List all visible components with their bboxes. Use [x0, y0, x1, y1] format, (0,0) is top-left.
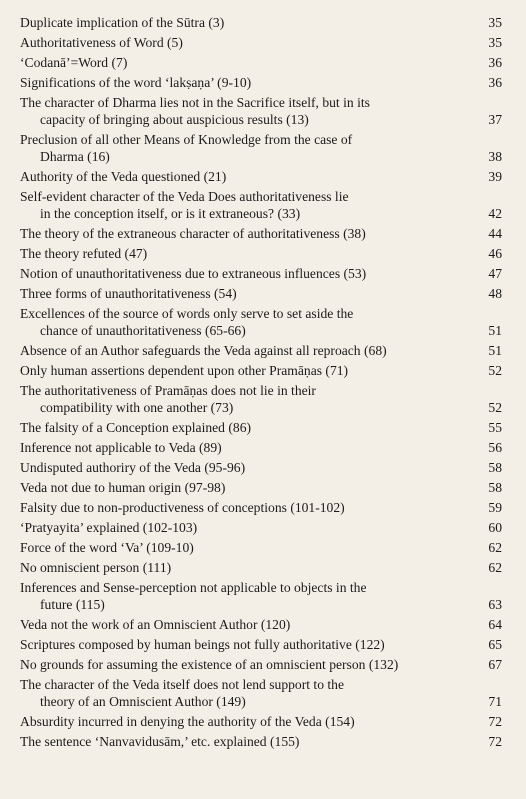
- toc-entry-title: [20, 656, 482, 673]
- toc-entry-text: Authoritativeness of Word (5): [20, 35, 183, 50]
- toc-entry-text: Excellences of the source of words only serve to set aside the: [20, 306, 354, 321]
- toc-entry-page-number: 56: [488, 440, 502, 455]
- toc-entry-title: [20, 245, 482, 262]
- toc-entry-title: [20, 616, 482, 633]
- toc-entry-title: [20, 499, 482, 516]
- toc-entry-title: [20, 265, 482, 282]
- toc-entry-text: Duplicate implication of the Sūtra (3): [20, 15, 225, 30]
- toc-entry-title: [20, 94, 482, 128]
- toc-entry-text: The character of Dharma lies not in the Sacrifice itself, but in its: [20, 95, 370, 110]
- toc-entry: [20, 636, 502, 653]
- toc-entry-continuation: in the conception itself, or is it extraneous? (33): [40, 206, 301, 221]
- toc-entry: [20, 305, 502, 339]
- toc-entry: [20, 499, 502, 516]
- toc-entry-continuation: compatibility with one another (73): [40, 400, 234, 415]
- toc-entry-text: Inferences and Sense-perception not applicable to objects in the: [20, 580, 367, 595]
- toc-entry: [20, 225, 502, 242]
- toc-entry-text: No grounds for assuming the existence of an omniscient person (132): [20, 657, 399, 672]
- toc-entry-text: Self-evident character of the Veda Does authoritativeness lie: [20, 189, 349, 204]
- toc-entry-page-number: 51: [488, 343, 502, 358]
- toc-entry: [20, 74, 502, 91]
- toc-entry-title: [20, 382, 482, 416]
- toc-entry-text: ‘Codanā’=Word (7): [20, 55, 128, 70]
- toc-entry-page-number: 62: [488, 560, 502, 575]
- toc-entry: [20, 188, 502, 222]
- toc-entry-title: [20, 168, 482, 185]
- toc-entry-text: No omniscient person (111): [20, 560, 172, 575]
- toc-entry-text: The authoritativeness of Pramāṇas does not lie in their: [20, 383, 316, 398]
- toc-entry-page-number: 72: [488, 714, 502, 729]
- toc-entry-text: The character of the Veda itself does not lend support to the: [20, 677, 345, 692]
- toc-entry-page-number: 35: [488, 15, 502, 30]
- toc-entry-page-number: 55: [488, 420, 502, 435]
- toc-entry-title: [20, 285, 482, 302]
- toc-entry-title: [20, 676, 482, 710]
- toc-entry: [20, 713, 502, 730]
- toc-entry-page-number: 36: [488, 55, 502, 70]
- toc-entry-page-number: 62: [488, 540, 502, 555]
- toc-entry-text: Notion of unauthoritativeness due to extraneous influences (53): [20, 266, 367, 281]
- toc-entry-title: [20, 439, 482, 456]
- toc-entry: [20, 616, 502, 633]
- toc-entry-text: The sentence ‘Nanvavidusām,’ etc. explained (155): [20, 734, 300, 749]
- toc-entry-title: [20, 479, 482, 496]
- toc-entry-page-number: 51: [488, 323, 502, 338]
- toc-entry-page-number: 72: [488, 734, 502, 749]
- toc-entry-text: Significations of the word ‘lakṣaṇa’ (9-10): [20, 75, 252, 90]
- toc-entry: [20, 539, 502, 556]
- toc-entry: [20, 676, 502, 710]
- toc-entry-page-number: 52: [488, 363, 502, 378]
- toc-entry-title: [20, 305, 482, 339]
- toc-entry-page-number: 46: [488, 246, 502, 261]
- toc-entry-title: [20, 188, 482, 222]
- toc-entry: [20, 168, 502, 185]
- toc-entry-title: [20, 579, 482, 613]
- toc-entry: [20, 733, 502, 750]
- toc-entry-text: Inference not applicable to Veda (89): [20, 440, 222, 455]
- toc-entry-title: [20, 225, 482, 242]
- toc-entry-page-number: 67: [488, 657, 502, 672]
- toc-entry: [20, 419, 502, 436]
- toc-entry-text: The theory refuted (47): [20, 246, 148, 261]
- toc-entry-page-number: 35: [488, 35, 502, 50]
- toc-entry: [20, 245, 502, 262]
- toc-entry-title: [20, 419, 482, 436]
- toc-entry-page-number: 71: [488, 694, 502, 709]
- toc-entry-continuation: Dharma (16): [40, 149, 110, 164]
- toc-entry-text: Force of the word ‘Va’ (109-10): [20, 540, 194, 555]
- toc-entry-text: Falsity due to non-productiveness of conceptions (101-102): [20, 500, 345, 515]
- table-of-contents: [20, 14, 502, 753]
- toc-entry-title: [20, 14, 482, 31]
- toc-entry-title: [20, 131, 482, 165]
- toc-entry-title: [20, 54, 482, 71]
- toc-entry-text: Authority of the Veda questioned (21): [20, 169, 227, 184]
- toc-entry-title: [20, 733, 482, 750]
- toc-entry-page-number: 65: [488, 637, 502, 652]
- toc-entry-page-number: 59: [488, 500, 502, 515]
- toc-entry: [20, 285, 502, 302]
- toc-entry-title: [20, 34, 482, 51]
- toc-entry-page-number: 58: [488, 480, 502, 495]
- toc-entry-title: [20, 362, 482, 379]
- toc-entry-page-number: 52: [488, 400, 502, 415]
- toc-entry: [20, 459, 502, 476]
- toc-entry-text: Three forms of unauthoritativeness (54): [20, 286, 237, 301]
- toc-entry-page-number: 38: [488, 149, 502, 164]
- toc-entry: [20, 342, 502, 359]
- toc-entry-title: [20, 74, 482, 91]
- toc-entry: [20, 34, 502, 51]
- toc-entry: [20, 559, 502, 576]
- toc-entry-continuation: theory of an Omniscient Author (149): [40, 694, 246, 709]
- toc-entry-title: [20, 459, 482, 476]
- toc-entry-text: The theory of the extraneous character of authoritativeness (38): [20, 226, 366, 241]
- toc-entry-text: ‘Pratyayita’ explained (102-103): [20, 520, 198, 535]
- toc-entry: [20, 479, 502, 496]
- toc-entry-page-number: 44: [488, 226, 502, 241]
- toc-entry-title: [20, 636, 482, 653]
- toc-entry-continuation: chance of unauthoritativeness (65-66): [40, 323, 246, 338]
- toc-entry: [20, 265, 502, 282]
- toc-entry-page-number: 37: [488, 112, 502, 127]
- toc-entry: [20, 382, 502, 416]
- toc-entry: [20, 131, 502, 165]
- toc-entry-text: Veda not due to human origin (97-98): [20, 480, 226, 495]
- toc-entry-page-number: 64: [488, 617, 502, 632]
- toc-entry-title: [20, 539, 482, 556]
- toc-entry: [20, 439, 502, 456]
- toc-entry-page-number: 39: [488, 169, 502, 184]
- toc-entry-title: [20, 559, 482, 576]
- toc-entry: [20, 579, 502, 613]
- toc-entry-text: Scriptures composed by human beings not fully authoritative (122): [20, 637, 385, 652]
- toc-entry-title: [20, 342, 482, 359]
- toc-entry-page-number: 63: [488, 597, 502, 612]
- toc-entry-title: [20, 519, 482, 536]
- toc-entry-text: Absence of an Author safeguards the Veda against all reproach (68): [20, 343, 387, 358]
- toc-entry-page-number: 60: [488, 520, 502, 535]
- toc-entry-page-number: 58: [488, 460, 502, 475]
- toc-entry-page-number: 48: [488, 286, 502, 301]
- toc-entry: [20, 94, 502, 128]
- toc-entry-text: Absurdity incurred in denying the authority of the Veda (154): [20, 714, 355, 729]
- toc-entry-page-number: 47: [488, 266, 502, 281]
- toc-entry: [20, 54, 502, 71]
- toc-entry-continuation: capacity of bringing about auspicious results (13): [40, 112, 309, 127]
- toc-entry-title: [20, 713, 482, 730]
- toc-entry-page-number: 42: [488, 206, 502, 221]
- toc-entry-text: Undisputed authoriry of the Veda (95-96): [20, 460, 246, 475]
- toc-entry-text: Veda not the work of an Omniscient Author (120): [20, 617, 291, 632]
- toc-entry: [20, 362, 502, 379]
- toc-entry: [20, 656, 502, 673]
- toc-entry: [20, 14, 502, 31]
- toc-entry-page-number: 36: [488, 75, 502, 90]
- toc-entry-text: Preclusion of all other Means of Knowledge from the case of: [20, 132, 353, 147]
- toc-entry: [20, 519, 502, 536]
- toc-entry-text: Only human assertions dependent upon other Pramāṇas (71): [20, 363, 349, 378]
- toc-entry-text: The falsity of a Conception explained (86): [20, 420, 252, 435]
- toc-entry-continuation: future (115): [40, 597, 105, 612]
